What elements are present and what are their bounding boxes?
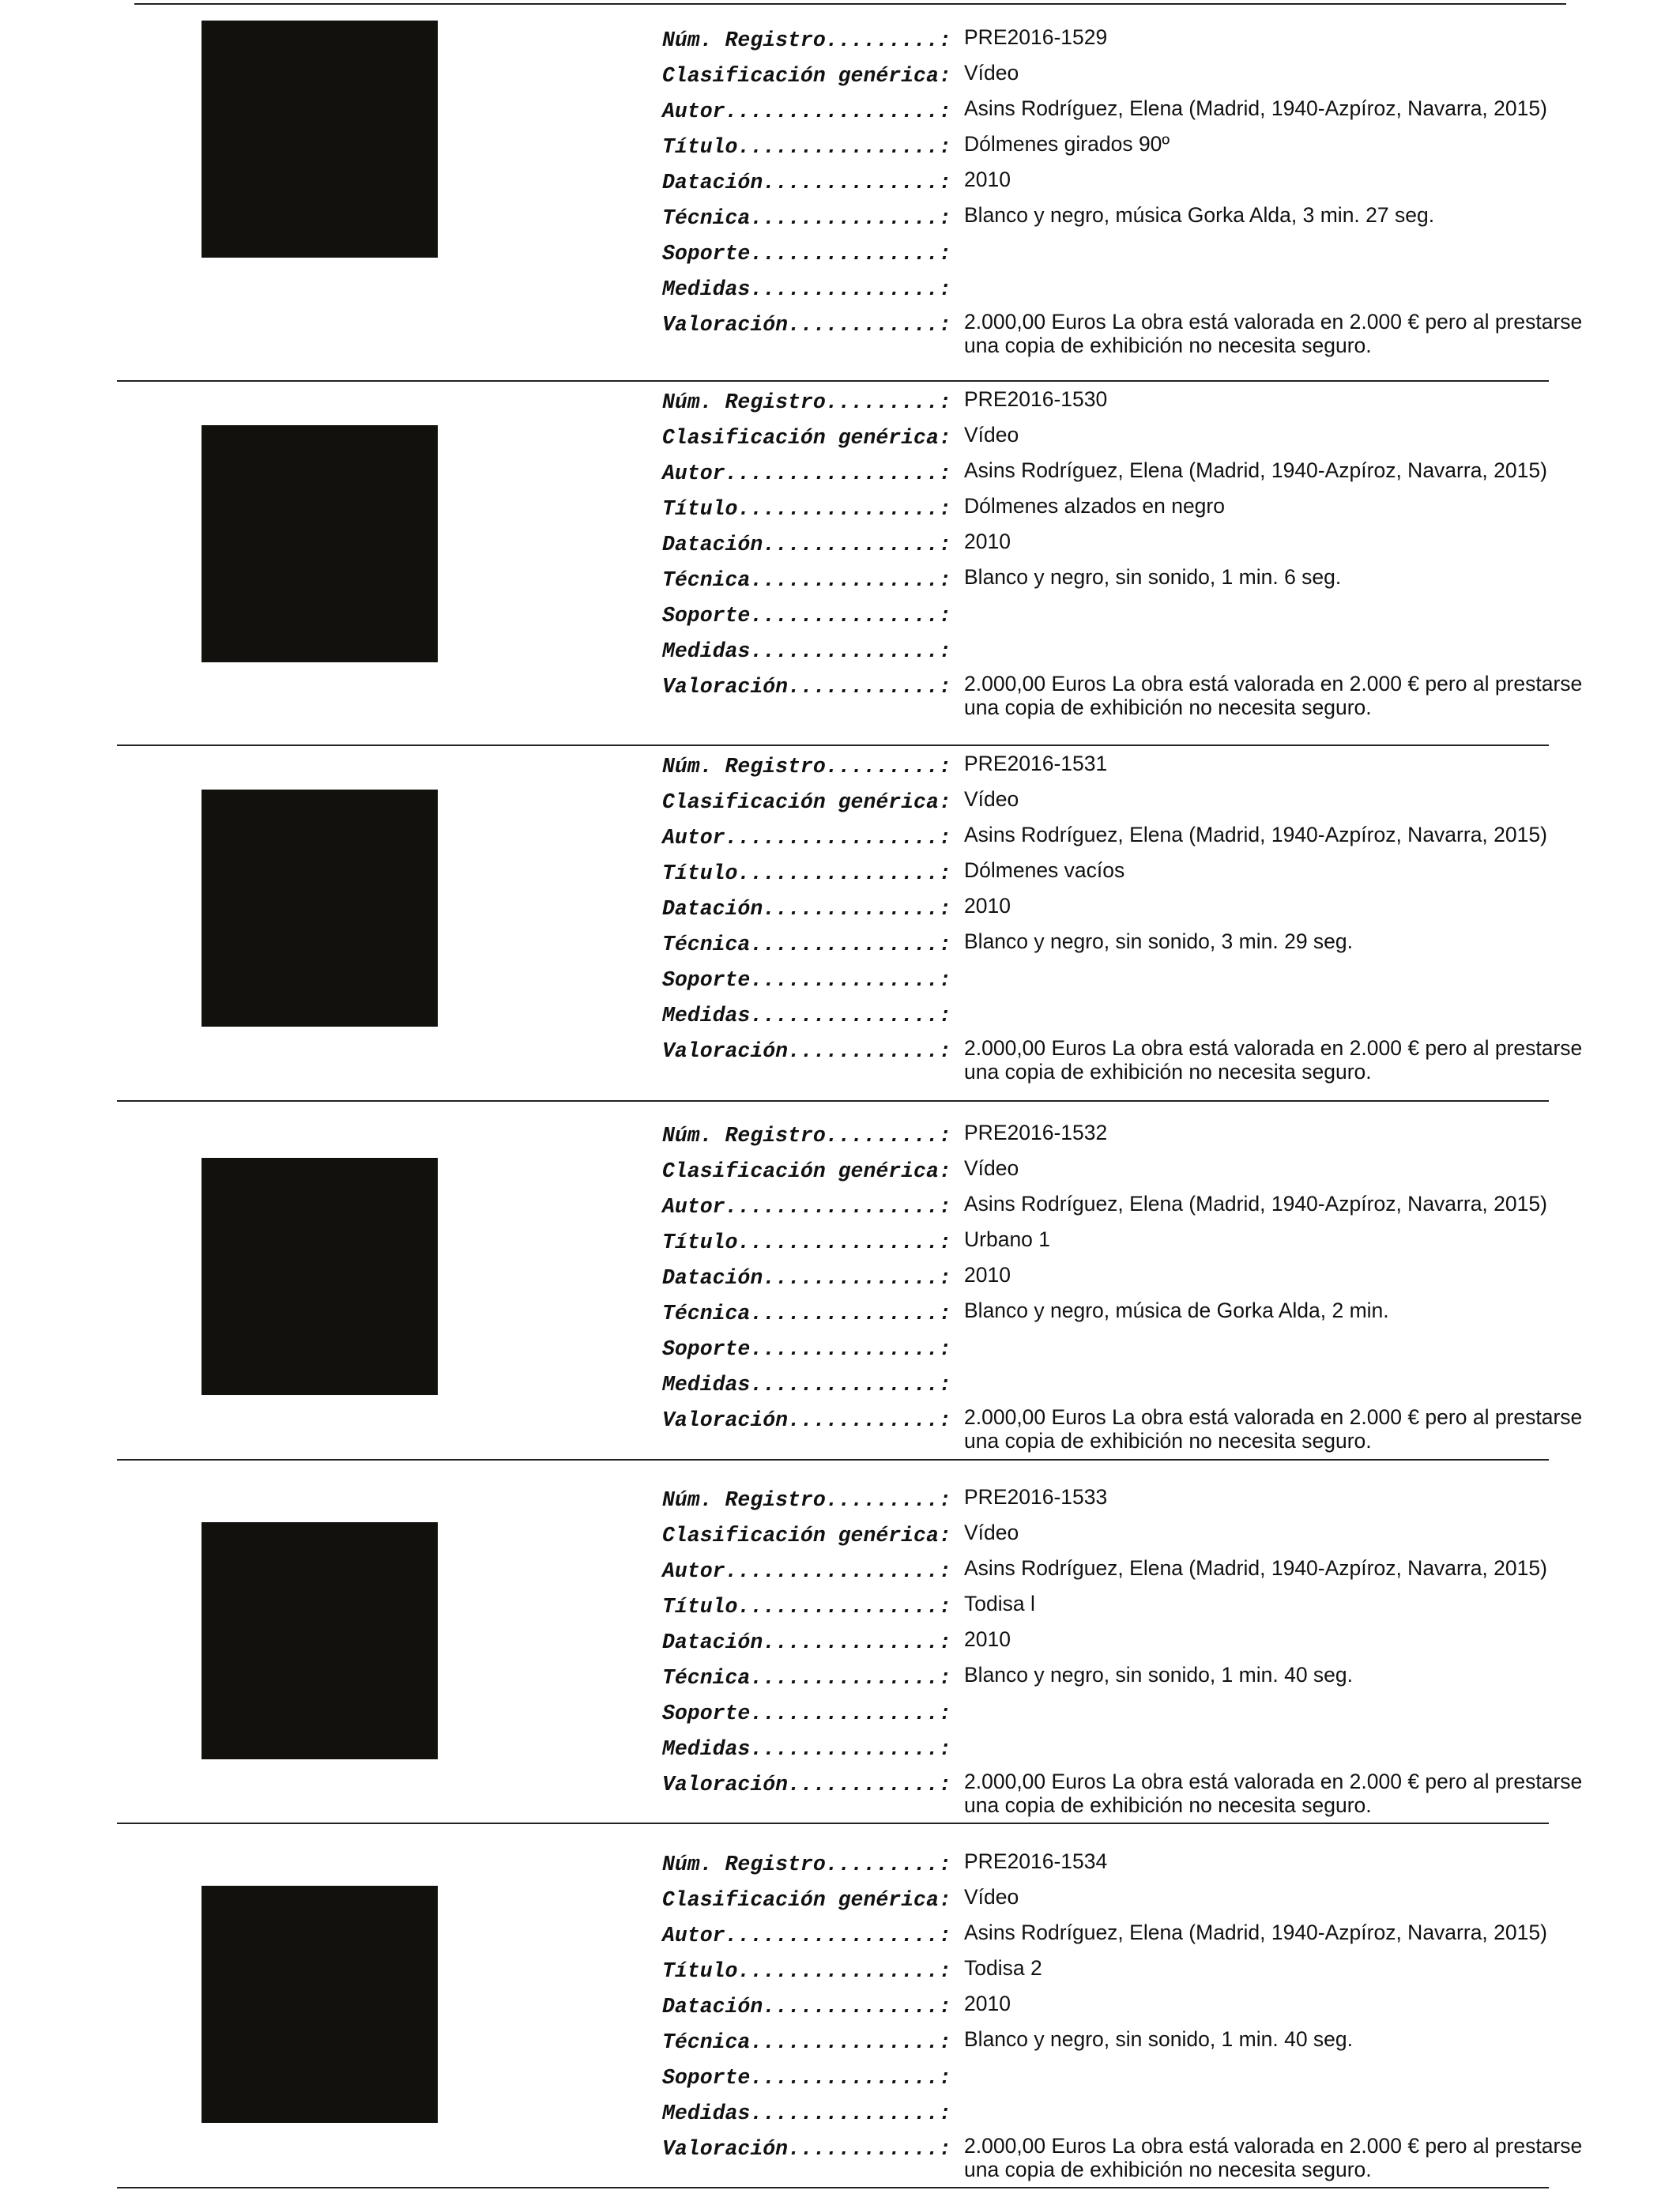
label-autor: Autor.................: [662, 1559, 951, 1583]
value-valoracion [964, 1405, 1659, 1453]
label-clasificacion: Clasificación genérica: [662, 64, 951, 88]
label-autor: Autor.................: [662, 100, 951, 123]
value-clasificacion: Vídeo [964, 1156, 1019, 1180]
label-autor: Autor.................: [662, 1195, 951, 1219]
label-datacion: Datación..............: [662, 1995, 951, 2019]
valoracion-line-1: 2.000,00 Euros La obra está valorada en 2.000 € pero al prestarse [964, 1036, 1583, 1060]
label-valoracion: Valoración............: [662, 675, 951, 699]
value-valoracion [964, 1036, 1659, 1084]
value-num-registro: PRE2016-1530 [964, 387, 1108, 411]
label-medidas: Medidas...............: [662, 277, 951, 301]
label-datacion: Datación..............: [662, 1266, 951, 1290]
value-valoracion [964, 2134, 1659, 2181]
label-num-registro: Núm. Registro.........: [662, 755, 951, 778]
label-tecnica: Técnica...............: [662, 2030, 951, 2054]
value-clasificacion: Vídeo [964, 61, 1019, 85]
value-tecnica: Blanco y negro, música de Gorka Alda, 2 min. [964, 1299, 1389, 1322]
valoracion-line-2: una copia de exhibición no necesita seguro. [964, 1429, 1372, 1453]
label-tecnica: Técnica...............: [662, 568, 951, 592]
record-divider [117, 1823, 1549, 1824]
record-divider [117, 745, 1549, 746]
value-titulo: Todisa 2 [964, 1956, 1042, 1980]
value-datacion: 2010 [964, 894, 1011, 918]
label-clasificacion: Clasificación genérica: [662, 790, 951, 814]
valoracion-line-1: 2.000,00 Euros La obra está valorada en 2.000 € pero al prestarse [964, 310, 1583, 334]
record-divider [117, 380, 1549, 382]
label-valoracion: Valoración............: [662, 2137, 951, 2161]
label-datacion: Datación..............: [662, 897, 951, 921]
value-autor: Asins Rodríguez, Elena (Madrid, 1940-Azpíroz, Navarra, 2015) [964, 96, 1547, 120]
value-autor: Asins Rodríguez, Elena (Madrid, 1940-Azpíroz, Navarra, 2015) [964, 1192, 1547, 1216]
value-tecnica: Blanco y negro, música Gorka Alda, 3 min. 27 seg. [964, 203, 1435, 227]
artwork-thumbnail [202, 1522, 438, 1759]
value-num-registro: PRE2016-1533 [964, 1485, 1108, 1509]
label-soporte: Soporte...............: [662, 2066, 951, 2090]
label-medidas: Medidas...............: [662, 639, 951, 663]
value-titulo: Dólmenes vacíos [964, 858, 1125, 882]
value-num-registro: PRE2016-1531 [964, 752, 1108, 775]
value-clasificacion: Vídeo [964, 1521, 1019, 1544]
artwork-thumbnail [202, 425, 438, 662]
value-titulo: Urbano 1 [964, 1227, 1051, 1251]
artwork-thumbnail [202, 21, 438, 258]
label-autor: Autor.................: [662, 826, 951, 850]
label-soporte: Soporte...............: [662, 604, 951, 628]
value-titulo: Todisa l [964, 1592, 1035, 1615]
label-num-registro: Núm. Registro.........: [662, 1488, 951, 1512]
value-tecnica: Blanco y negro, sin sonido, 3 min. 29 seg. [964, 929, 1354, 953]
label-clasificacion: Clasificación genérica: [662, 1888, 951, 1912]
valoracion-line-2: una copia de exhibición no necesita seguro. [964, 334, 1372, 357]
value-num-registro: PRE2016-1529 [964, 25, 1108, 49]
value-tecnica: Blanco y negro, sin sonido, 1 min. 40 seg. [964, 1663, 1354, 1687]
label-datacion: Datación..............: [662, 171, 951, 194]
value-autor: Asins Rodríguez, Elena (Madrid, 1940-Azpíroz, Navarra, 2015) [964, 1921, 1547, 1944]
label-medidas: Medidas...............: [662, 1373, 951, 1397]
label-valoracion: Valoración............: [662, 1039, 951, 1063]
artwork-thumbnail [202, 1886, 438, 2123]
label-medidas: Medidas...............: [662, 1737, 951, 1761]
label-medidas: Medidas...............: [662, 2102, 951, 2125]
value-num-registro: PRE2016-1532 [964, 1121, 1108, 1144]
valoracion-line-1: 2.000,00 Euros La obra está valorada en 2.000 € pero al prestarse [964, 2134, 1583, 2158]
label-soporte: Soporte...............: [662, 968, 951, 992]
value-tecnica: Blanco y negro, sin sonido, 1 min. 40 seg. [964, 2027, 1354, 2051]
value-clasificacion: Vídeo [964, 1885, 1019, 1909]
label-datacion: Datación..............: [662, 1630, 951, 1654]
label-titulo: Título................: [662, 1959, 951, 1983]
label-autor: Autor.................: [662, 1924, 951, 1947]
value-valoracion [964, 1770, 1659, 1817]
valoracion-line-2: una copia de exhibición no necesita seguro. [964, 696, 1372, 719]
value-datacion: 2010 [964, 1263, 1011, 1287]
valoracion-line-1: 2.000,00 Euros La obra está valorada en 2.000 € pero al prestarse [964, 1405, 1583, 1429]
value-datacion: 2010 [964, 168, 1011, 191]
value-datacion: 2010 [964, 530, 1011, 553]
label-num-registro: Núm. Registro.........: [662, 28, 951, 52]
label-titulo: Título................: [662, 497, 951, 521]
artwork-thumbnail [202, 1158, 438, 1395]
label-valoracion: Valoración............: [662, 1773, 951, 1796]
label-num-registro: Núm. Registro.........: [662, 1853, 951, 1876]
valoracion-line-2: una copia de exhibición no necesita seguro. [964, 2158, 1372, 2181]
label-tecnica: Técnica...............: [662, 1302, 951, 1325]
label-titulo: Título................: [662, 135, 951, 159]
valoracion-line-1: 2.000,00 Euros La obra está valorada en 2.000 € pero al prestarse [964, 672, 1583, 696]
label-clasificacion: Clasificación genérica: [662, 1524, 951, 1547]
record-divider [117, 1100, 1549, 1102]
valoracion-line-2: una copia de exhibición no necesita seguro. [964, 1793, 1372, 1817]
label-soporte: Soporte...............: [662, 1337, 951, 1361]
label-medidas: Medidas...............: [662, 1004, 951, 1027]
label-titulo: Título................: [662, 1595, 951, 1619]
label-titulo: Título................: [662, 861, 951, 885]
value-titulo: Dólmenes alzados en negro [964, 494, 1225, 518]
value-datacion: 2010 [964, 1627, 1011, 1651]
value-autor: Asins Rodríguez, Elena (Madrid, 1940-Azpíroz, Navarra, 2015) [964, 1556, 1547, 1580]
label-clasificacion: Clasificación genérica: [662, 1159, 951, 1183]
value-valoracion [964, 672, 1659, 719]
label-clasificacion: Clasificación genérica: [662, 426, 951, 450]
label-valoracion: Valoración............: [662, 1408, 951, 1432]
label-num-registro: Núm. Registro.........: [662, 1124, 951, 1148]
record-divider [117, 1459, 1549, 1461]
value-datacion: 2010 [964, 1992, 1011, 2015]
label-tecnica: Técnica...............: [662, 933, 951, 956]
label-titulo: Título................: [662, 1231, 951, 1254]
value-autor: Asins Rodríguez, Elena (Madrid, 1940-Azpíroz, Navarra, 2015) [964, 823, 1547, 846]
artwork-thumbnail [202, 790, 438, 1027]
valoracion-line-2: una copia de exhibición no necesita seguro. [964, 1060, 1372, 1084]
label-num-registro: Núm. Registro.........: [662, 390, 951, 414]
label-tecnica: Técnica...............: [662, 1666, 951, 1690]
label-soporte: Soporte...............: [662, 1702, 951, 1725]
label-soporte: Soporte...............: [662, 242, 951, 266]
value-autor: Asins Rodríguez, Elena (Madrid, 1940-Azpíroz, Navarra, 2015) [964, 458, 1547, 482]
top-divider [134, 3, 1566, 5]
record-divider [117, 2187, 1549, 2188]
value-tecnica: Blanco y negro, sin sonido, 1 min. 6 seg. [964, 565, 1342, 589]
label-valoracion: Valoración............: [662, 313, 951, 337]
value-valoracion [964, 310, 1659, 357]
label-datacion: Datación..............: [662, 533, 951, 556]
label-autor: Autor.................: [662, 462, 951, 485]
label-tecnica: Técnica...............: [662, 206, 951, 230]
valoracion-line-1: 2.000,00 Euros La obra está valorada en 2.000 € pero al prestarse [964, 1770, 1583, 1793]
value-num-registro: PRE2016-1534 [964, 1849, 1108, 1873]
value-titulo: Dólmenes girados 90º [964, 132, 1170, 156]
value-clasificacion: Vídeo [964, 423, 1019, 447]
value-clasificacion: Vídeo [964, 787, 1019, 811]
